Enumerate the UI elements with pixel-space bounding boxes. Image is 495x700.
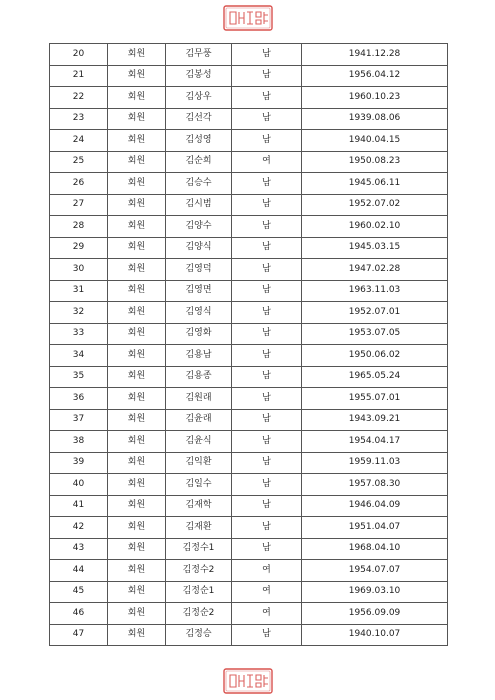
member-birthdate: 1947.02.28 xyxy=(302,259,448,281)
member-sex: 남 xyxy=(232,388,302,410)
member-name: 김정수2 xyxy=(166,560,232,582)
member-birthdate: 1963.11.03 xyxy=(302,280,448,302)
member-sex: 남 xyxy=(232,44,302,66)
table-row xyxy=(50,259,448,281)
table-row xyxy=(50,495,448,517)
member-birthdate: 1946.04.09 xyxy=(302,495,448,517)
member-birthdate: 1940.04.15 xyxy=(302,130,448,152)
member-name: 김정순1 xyxy=(166,581,232,603)
member-birthdate: 1955.07.01 xyxy=(302,388,448,410)
member-sex: 여 xyxy=(232,151,302,173)
row-number: 42 xyxy=(50,517,108,539)
member-name: 김익환 xyxy=(166,452,232,474)
member-sex: 여 xyxy=(232,560,302,582)
member-role: 회원 xyxy=(108,280,166,302)
member-role: 회원 xyxy=(108,517,166,539)
seal-stamp-icon xyxy=(223,668,273,694)
seal-stamp-bottom xyxy=(223,668,273,694)
row-number: 29 xyxy=(50,237,108,259)
row-number: 31 xyxy=(50,280,108,302)
row-number: 32 xyxy=(50,302,108,324)
table-row xyxy=(50,237,448,259)
member-name: 김일수 xyxy=(166,474,232,496)
row-number: 39 xyxy=(50,452,108,474)
member-birthdate: 1959.11.03 xyxy=(302,452,448,474)
member-sex: 남 xyxy=(232,366,302,388)
member-sex: 남 xyxy=(232,216,302,238)
member-sex: 남 xyxy=(232,323,302,345)
member-sex: 여 xyxy=(232,581,302,603)
table-row xyxy=(50,151,448,173)
member-name: 김영면 xyxy=(166,280,232,302)
row-number: 37 xyxy=(50,409,108,431)
table-row xyxy=(50,388,448,410)
row-number: 34 xyxy=(50,345,108,367)
table-row xyxy=(50,65,448,87)
member-name: 김성영 xyxy=(166,130,232,152)
member-sex: 남 xyxy=(232,345,302,367)
row-number: 35 xyxy=(50,366,108,388)
table-row xyxy=(50,560,448,582)
member-birthdate: 1952.07.02 xyxy=(302,194,448,216)
table-row xyxy=(50,130,448,152)
table-row xyxy=(50,624,448,646)
member-birthdate: 1951.04.07 xyxy=(302,517,448,539)
member-role: 회원 xyxy=(108,216,166,238)
member-name: 김선각 xyxy=(166,108,232,130)
member-role: 회원 xyxy=(108,237,166,259)
member-sex: 남 xyxy=(232,495,302,517)
table-row xyxy=(50,603,448,625)
member-sex: 남 xyxy=(232,65,302,87)
member-birthdate: 1940.10.07 xyxy=(302,624,448,646)
member-birthdate: 1952.07.01 xyxy=(302,302,448,324)
member-name: 김봉성 xyxy=(166,65,232,87)
roster-body xyxy=(50,44,448,646)
row-number: 30 xyxy=(50,259,108,281)
member-role: 회원 xyxy=(108,345,166,367)
member-role: 회원 xyxy=(108,538,166,560)
table-row xyxy=(50,302,448,324)
row-number: 27 xyxy=(50,194,108,216)
member-birthdate: 1945.03.15 xyxy=(302,237,448,259)
row-number: 41 xyxy=(50,495,108,517)
member-sex: 남 xyxy=(232,538,302,560)
member-name: 김윤식 xyxy=(166,431,232,453)
row-number: 43 xyxy=(50,538,108,560)
row-number: 44 xyxy=(50,560,108,582)
member-role: 회원 xyxy=(108,302,166,324)
member-role: 회원 xyxy=(108,44,166,66)
member-sex: 남 xyxy=(232,108,302,130)
row-number: 40 xyxy=(50,474,108,496)
member-name: 김용남 xyxy=(166,345,232,367)
row-number: 22 xyxy=(50,87,108,109)
member-birthdate: 1956.04.12 xyxy=(302,65,448,87)
seal-stamp-icon xyxy=(223,5,273,31)
member-birthdate: 1968.04.10 xyxy=(302,538,448,560)
row-number: 24 xyxy=(50,130,108,152)
member-name: 김정순2 xyxy=(166,603,232,625)
member-name: 김영덕 xyxy=(166,259,232,281)
member-sex: 남 xyxy=(232,280,302,302)
member-name: 김윤래 xyxy=(166,409,232,431)
member-role: 회원 xyxy=(108,323,166,345)
member-role: 회원 xyxy=(108,560,166,582)
member-role: 회원 xyxy=(108,194,166,216)
member-birthdate: 1956.09.09 xyxy=(302,603,448,625)
member-sex: 남 xyxy=(232,517,302,539)
member-name: 김무풍 xyxy=(166,44,232,66)
member-sex: 남 xyxy=(232,409,302,431)
member-role: 회원 xyxy=(108,108,166,130)
table-row xyxy=(50,538,448,560)
member-sex: 남 xyxy=(232,302,302,324)
member-role: 회원 xyxy=(108,452,166,474)
member-birthdate: 1950.08.23 xyxy=(302,151,448,173)
table-row xyxy=(50,323,448,345)
member-role: 회원 xyxy=(108,603,166,625)
member-role: 회원 xyxy=(108,173,166,195)
row-number: 46 xyxy=(50,603,108,625)
member-sex: 여 xyxy=(232,603,302,625)
member-sex: 남 xyxy=(232,452,302,474)
member-role: 회원 xyxy=(108,431,166,453)
member-role: 회원 xyxy=(108,474,166,496)
member-name: 김상우 xyxy=(166,87,232,109)
member-birthdate: 1953.07.05 xyxy=(302,323,448,345)
member-role: 회원 xyxy=(108,65,166,87)
row-number: 21 xyxy=(50,65,108,87)
table-row xyxy=(50,108,448,130)
member-birthdate: 1960.02.10 xyxy=(302,216,448,238)
table-row xyxy=(50,173,448,195)
member-birthdate: 1957.08.30 xyxy=(302,474,448,496)
member-role: 회원 xyxy=(108,259,166,281)
member-role: 회원 xyxy=(108,495,166,517)
member-name: 김용종 xyxy=(166,366,232,388)
row-number: 36 xyxy=(50,388,108,410)
member-sex: 남 xyxy=(232,259,302,281)
seal-stamp-top xyxy=(223,5,273,31)
member-sex: 남 xyxy=(232,130,302,152)
table-row xyxy=(50,345,448,367)
member-sex: 남 xyxy=(232,237,302,259)
member-roster-table xyxy=(49,43,448,646)
member-birthdate: 1945.06.11 xyxy=(302,173,448,195)
member-name: 김정승 xyxy=(166,624,232,646)
member-sex: 남 xyxy=(232,87,302,109)
member-name: 김승수 xyxy=(166,173,232,195)
member-sex: 남 xyxy=(232,194,302,216)
member-birthdate: 1969.03.10 xyxy=(302,581,448,603)
row-number: 47 xyxy=(50,624,108,646)
table-row xyxy=(50,366,448,388)
row-number: 25 xyxy=(50,151,108,173)
member-role: 회원 xyxy=(108,151,166,173)
table-row xyxy=(50,452,448,474)
row-number: 45 xyxy=(50,581,108,603)
member-name: 김영식 xyxy=(166,302,232,324)
table-row xyxy=(50,431,448,453)
table-row xyxy=(50,581,448,603)
table-row xyxy=(50,280,448,302)
member-name: 김재학 xyxy=(166,495,232,517)
member-birthdate: 1941.12.28 xyxy=(302,44,448,66)
member-role: 회원 xyxy=(108,87,166,109)
member-sex: 남 xyxy=(232,431,302,453)
table-row xyxy=(50,194,448,216)
member-sex: 남 xyxy=(232,474,302,496)
row-number: 23 xyxy=(50,108,108,130)
member-role: 회원 xyxy=(108,581,166,603)
member-role: 회원 xyxy=(108,130,166,152)
member-role: 회원 xyxy=(108,388,166,410)
table-row xyxy=(50,409,448,431)
row-number: 20 xyxy=(50,44,108,66)
row-number: 33 xyxy=(50,323,108,345)
member-role: 회원 xyxy=(108,366,166,388)
member-birthdate: 1939.08.06 xyxy=(302,108,448,130)
table-row xyxy=(50,87,448,109)
member-name: 김재환 xyxy=(166,517,232,539)
member-birthdate: 1950.06.02 xyxy=(302,345,448,367)
table-row xyxy=(50,474,448,496)
row-number: 28 xyxy=(50,216,108,238)
member-name: 김시범 xyxy=(166,194,232,216)
member-name: 김양수 xyxy=(166,216,232,238)
member-birthdate: 1960.10.23 xyxy=(302,87,448,109)
member-name: 김양식 xyxy=(166,237,232,259)
member-name: 김정수1 xyxy=(166,538,232,560)
row-number: 26 xyxy=(50,173,108,195)
member-sex: 남 xyxy=(232,173,302,195)
member-birthdate: 1943.09.21 xyxy=(302,409,448,431)
member-name: 김영화 xyxy=(166,323,232,345)
member-role: 회원 xyxy=(108,409,166,431)
table-row xyxy=(50,44,448,66)
member-name: 김원래 xyxy=(166,388,232,410)
member-birthdate: 1954.07.07 xyxy=(302,560,448,582)
member-sex: 남 xyxy=(232,624,302,646)
member-name: 김순희 xyxy=(166,151,232,173)
member-birthdate: 1954.04.17 xyxy=(302,431,448,453)
table-row xyxy=(50,216,448,238)
row-number: 38 xyxy=(50,431,108,453)
member-role: 회원 xyxy=(108,624,166,646)
table-row xyxy=(50,517,448,539)
member-birthdate: 1965.05.24 xyxy=(302,366,448,388)
